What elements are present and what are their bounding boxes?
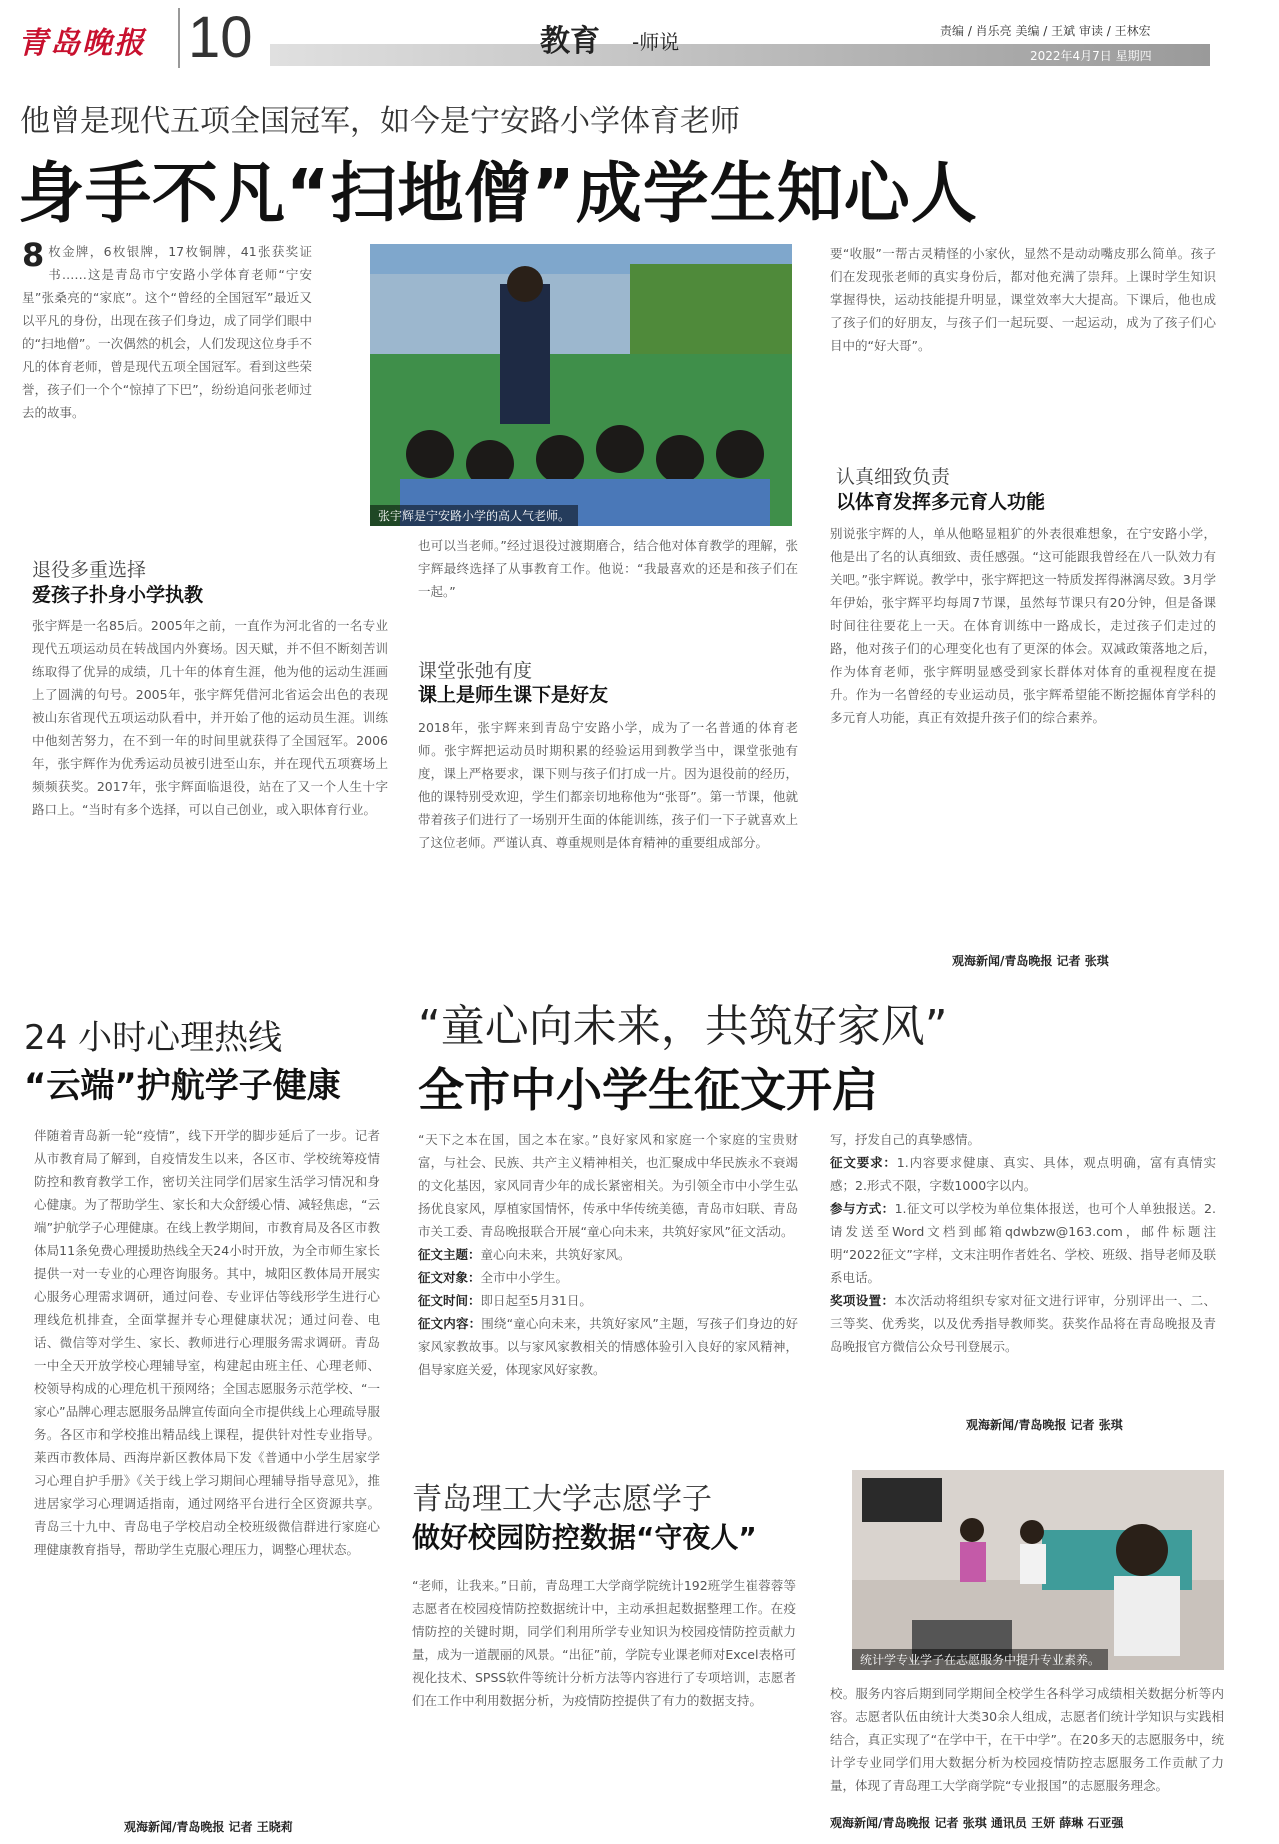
story1-col2: 也可以当老师。”经过退役过渡期磨合，结合他对体育教学的理解，张宇辉最终选择了从事教育工作。他说：“我最喜欢的还是和孩子们在一起。” [418, 538, 798, 599]
lead-drop-cap: 8 [22, 240, 45, 274]
story1-sub3-kicker: 认真细致负责 [836, 466, 951, 488]
section-title: 教育 [540, 24, 600, 59]
award-label: 奖项设置： [830, 1293, 895, 1308]
time-label: 征文时间： [418, 1293, 481, 1308]
target-value: 全市中小学生。 [480, 1270, 569, 1285]
page-number: 10 [178, 8, 253, 68]
story1-lead [22, 240, 312, 510]
story1-sub2-kicker: 课堂张弛有度 [418, 660, 533, 682]
story1-kicker: 他曾是现代五项全国冠军，如今是宁安路小学体育老师 [20, 104, 740, 139]
story3-headline: 全市中小学生征文开启 [418, 1063, 878, 1117]
story4-headline: 做好校园防控数据“守夜人” [412, 1521, 757, 1554]
story1-sub3-title: 以体育发挥多元育人功能 [836, 491, 1046, 513]
story3-col2 [830, 1128, 1216, 1410]
story2-body: 伴随着青岛新一轮“疫情”，线下开学的脚步延后了一步。记者从市教育局了解到，自疫情发生以来，各区市、学校统筹疫情防控和教育教学工作，密切关注同学们居家生活学习情况和身心健康。为了帮助学生、家长和大众舒缓心情、减轻焦虑，“云端”护航学子心理健康。在线上教学期间，市教育局及各区市教体局11条免费心理援助热线全天24小时开放，为全市师生家长提供一对一专业的心理咨询服务。其中，城阳区教体局开展实心服务心理需求调研，通过问卷、专业评估等线形学生进行心理线危机排查，全面掌握并专心理健康状况；通过问卷、电话、微信等对学生、家长、教师进行心理服务需求调研。青岛一中全天开放学校心理辅导室，构建起由班主任、心理老师、校领导构成的心理危机干预网络；全国志愿服务示范学校、“一家心”品牌心理志愿服务品牌宣传面向全市提供线上心理疏导服务。各区市和学校推出精品线上课程，提供针对性专业指导。莱西市教体局、西海岸新区教体局下发《普通中小学生居家学习心理自护手册》《关于线上学习期间心理辅导指导意见》，推进居家学习心理调适指南，通过网络平台进行全区资源共享。青岛三十九中、青岛电子学校启动全校班级微信群进行家庭心理健康教育指导，帮助学生克服心理压力，调整心理状态。 [34, 1128, 380, 1557]
story2-kicker: 24 小时心理热线 [24, 1018, 283, 1058]
story3-col1 [418, 1128, 798, 1436]
story1-lead-text: 枚金牌，6枚银牌，17枚铜牌，41张获奖证书……这是青岛市宁安路小学体育老师“宁安星”张桑亮的“家底”。这个“曾经的全国冠军”最近又以平凡的身份，出现在孩子们身边，成了同学们眼中的“扫地僧”。一次偶然的机会，人们发现这位身手不凡的体育老师，曾是现代五项全国冠军。看到这些荣誉，孩子们一个个“惊掉了下巴”，纷纷追问张老师过去的故事。 [22, 244, 312, 420]
story1-col1: 张宇辉是一名85后。2005年之前，一直作为河北省的一名专业现代五项运动员在转战国内外赛场。因天赋，并不但不断刻苦训练取得了优异的成绩，几十年的体育生涯，他为他的运动生涯画上了圆满的句号。2005年，张宇辉凭借河北省运会出色的表现被山东省现代五项运动队看中，并开始了他的运动员生涯。训练中他刻苦努力，在不到一年的时间里就获得了全国冠军。2006年，张宇辉作为优秀运动员被引进至山东，并在现代五项赛场上频频获奖。2017年，张宇辉面临退役，站在了又一个人生十字路口上。“当时有多个选择，可以自己创业，或入职体育行业。 [32, 618, 388, 817]
story4-kicker: 青岛理工大学志愿学子 [412, 1482, 712, 1517]
way-label: 参与方式： [830, 1201, 895, 1216]
theme-label: 征文主题： [418, 1247, 481, 1262]
story4-body: “老师，让我来。”日前，青岛理工大学商学院统计192班学生崔蓉蓉等志愿者在校园疫情防控数据统计中，主动承担起数据整理工作。在疫情防控的关键时期，同学们利用所学专业知识为校园疫情防控贡献力量，成为一道靓丽的风景。“出征”前，学院专业课老师对Excel表格可视化技术、SPSS软件等统计分析方法等内容进行了专项培训，志愿者们在工作中利用数据分析，为疫情防控提供了有力的数据支持。 [412, 1578, 796, 1708]
way-value: 1.征文可以学校为单位集体报送，也可个人单独报送。2.请发送至Word文档到邮箱qdwbzw@163.com，邮件标题注明“2022征文”字样，文末注明作者姓名、学校、班级、指导老师及联系电话。 [830, 1201, 1216, 1285]
story4-byline: 观海新闻/青岛晚报 记者 张琪 通讯员 王妍 薛琳 石亚强 [830, 1816, 1124, 1830]
story1-photo [370, 244, 792, 526]
award-value: 本次活动将组织专家对征文进行评审，分别评出一、二、三等奖、优秀奖，以及优秀指导教师奖。获奖作品将在青岛晚报及青岛晚报官方微信公众号刊登展示。 [830, 1293, 1216, 1354]
content-value: 围绕“童心向未来，共筑好家风”主题，写孩子们身边的好家风家教故事。以与家风家教相关的情感体验引入良好的家风精神，倡导家庭关爱，体现家风好家教。 [418, 1316, 798, 1377]
story1-byline: 观海新闻/青岛晚报 记者 张琪 [952, 954, 1109, 968]
teacher-students-photo-icon [370, 244, 792, 526]
theme-value: 童心向未来，共筑好家风。 [480, 1247, 631, 1262]
story1-col2b: 2018年，张宇辉来到青岛宁安路小学，成为了一名普通的体育老师。张宇辉把运动员时期积累的经验运用到教学当中，课堂张弛有度，课上严格要求，课下则与孩子们打成一片。因为退役前的经历，他的课特别受欢迎，学生们都亲切地称他为“张哥”。第一节课，他就带着孩子们进行了一场别开生面的体能训练，孩子们一下子就喜欢上了这位老师。严谨认真、尊重规则是体育精神的重要组成部分。 [418, 720, 798, 850]
story4-photo [852, 1470, 1224, 1670]
story1-sub1-title: 爱孩子扑身小学执教 [32, 584, 204, 606]
story4-col2: 校。服务内容后期到同学期间全校学生各科学习成绩相关数据分析等内容。志愿者队伍由统计大类30余人组成，志愿者们统计学知识与实践相结合，真正实现了“在学中干，在干中学”。在20多天的志愿服务中，统计学专业同学们用大数据分析为校园疫情防控志愿服务工作贡献了力量，体现了青岛理工大学商学院“专业报国”的志愿服务理念。 [830, 1686, 1224, 1793]
newspaper-logo: 青岛晚报 [18, 26, 146, 61]
story3-byline: 观海新闻/青岛晚报 记者 张琪 [966, 1418, 1123, 1432]
story1-col3b: 别说张宇辉的人，单从他略显粗犷的外表很难想象，在宁安路小学，他是出了名的认真细致、责任感强。“这可能跟我曾经在八一队效力有关吧。”张宇辉说。教学中，张宇辉把这一特质发挥得淋漓尽致。3月学年伊始，张宇辉平均每周7节课，虽然每节课只有20分钟，但是备课时间往往要花上一天。在体育训练中一路成长，走过孩子们走过的路，他对孩子们的心理变化也有了更深的体会。双减政策落地之后，作为体育老师，张宇辉明显感受到家长群体对体育的重视程度在提升。作为一名曾经的专业运动员，张宇辉希望能不断挖掘体育学科的多元育人功能，真正有效提升孩子们的综合素养。 [830, 526, 1216, 725]
story4-photo-caption: 统计学专业学子在志愿服务中提升专业素养。 [852, 1649, 1108, 1670]
story3-col2-intro: 写，抒发自己的真挚感情。 [830, 1132, 981, 1147]
story1-sub1-kicker: 退役多重选择 [32, 559, 147, 581]
req-value: 1.内容要求健康、真实、具体，观点明确，富有真情实感；2.形式不限，字数1000字以内。 [830, 1155, 1216, 1193]
story1-photo-caption: 张宇辉是宁安路小学的高人气老师。 [370, 505, 578, 526]
issue-date: 2022年4月7日 星期四 [1030, 49, 1152, 63]
time-value: 即日起至5月31日。 [480, 1293, 592, 1308]
story3-kicker: “童心向未来，共筑好家风” [418, 1001, 948, 1052]
content-label: 征文内容： [418, 1316, 482, 1331]
section-subtitle: -师说 [632, 30, 680, 54]
story1-headline: 身手不凡“扫地僧”成学生知心人 [18, 155, 978, 232]
story1-sub2-title: 课上是师生课下是好友 [418, 684, 609, 706]
story2-headline: “云端”护航学子健康 [24, 1066, 341, 1106]
story3-intro: “天下之本在国，国之本在家。”良好家风和家庭一个家庭的宝贵财富，与社会、民族、共产主义精神相关，也汇聚成中华民族永不衰竭的文化基因，家风同青少年的成长紧密相关。为引领全市中小学生弘扬优良家风，厚植家国情怀，传承中华传统美德，青岛市妇联、青岛市关工委、青岛晚报联合开展“童心向未来，共筑好家风”征文活动。 [418, 1132, 798, 1239]
volunteers-computer-photo-icon [852, 1470, 1224, 1670]
target-label: 征文对象： [418, 1270, 481, 1285]
editors-credit: 责编 / 肖乐亮 美编 / 王斌 审读 / 王林宏 [940, 24, 1151, 38]
story2-byline: 观海新闻/青岛晚报 记者 王晓莉 [124, 1820, 293, 1834]
req-label: 征文要求： [830, 1155, 897, 1170]
story1-col3a: 要“收服”一帮古灵精怪的小家伙，显然不是动动嘴皮那么简单。孩子们在发现张老师的真实身份后，都对他充满了崇拜。上课时学生知识掌握得快，运动技能提升明显，课堂效率大大提高。下课后，他也成了孩子们的好朋友，与孩子们一起玩耍、一起运动，成为了孩子们心目中的“好大哥”。 [830, 246, 1216, 353]
